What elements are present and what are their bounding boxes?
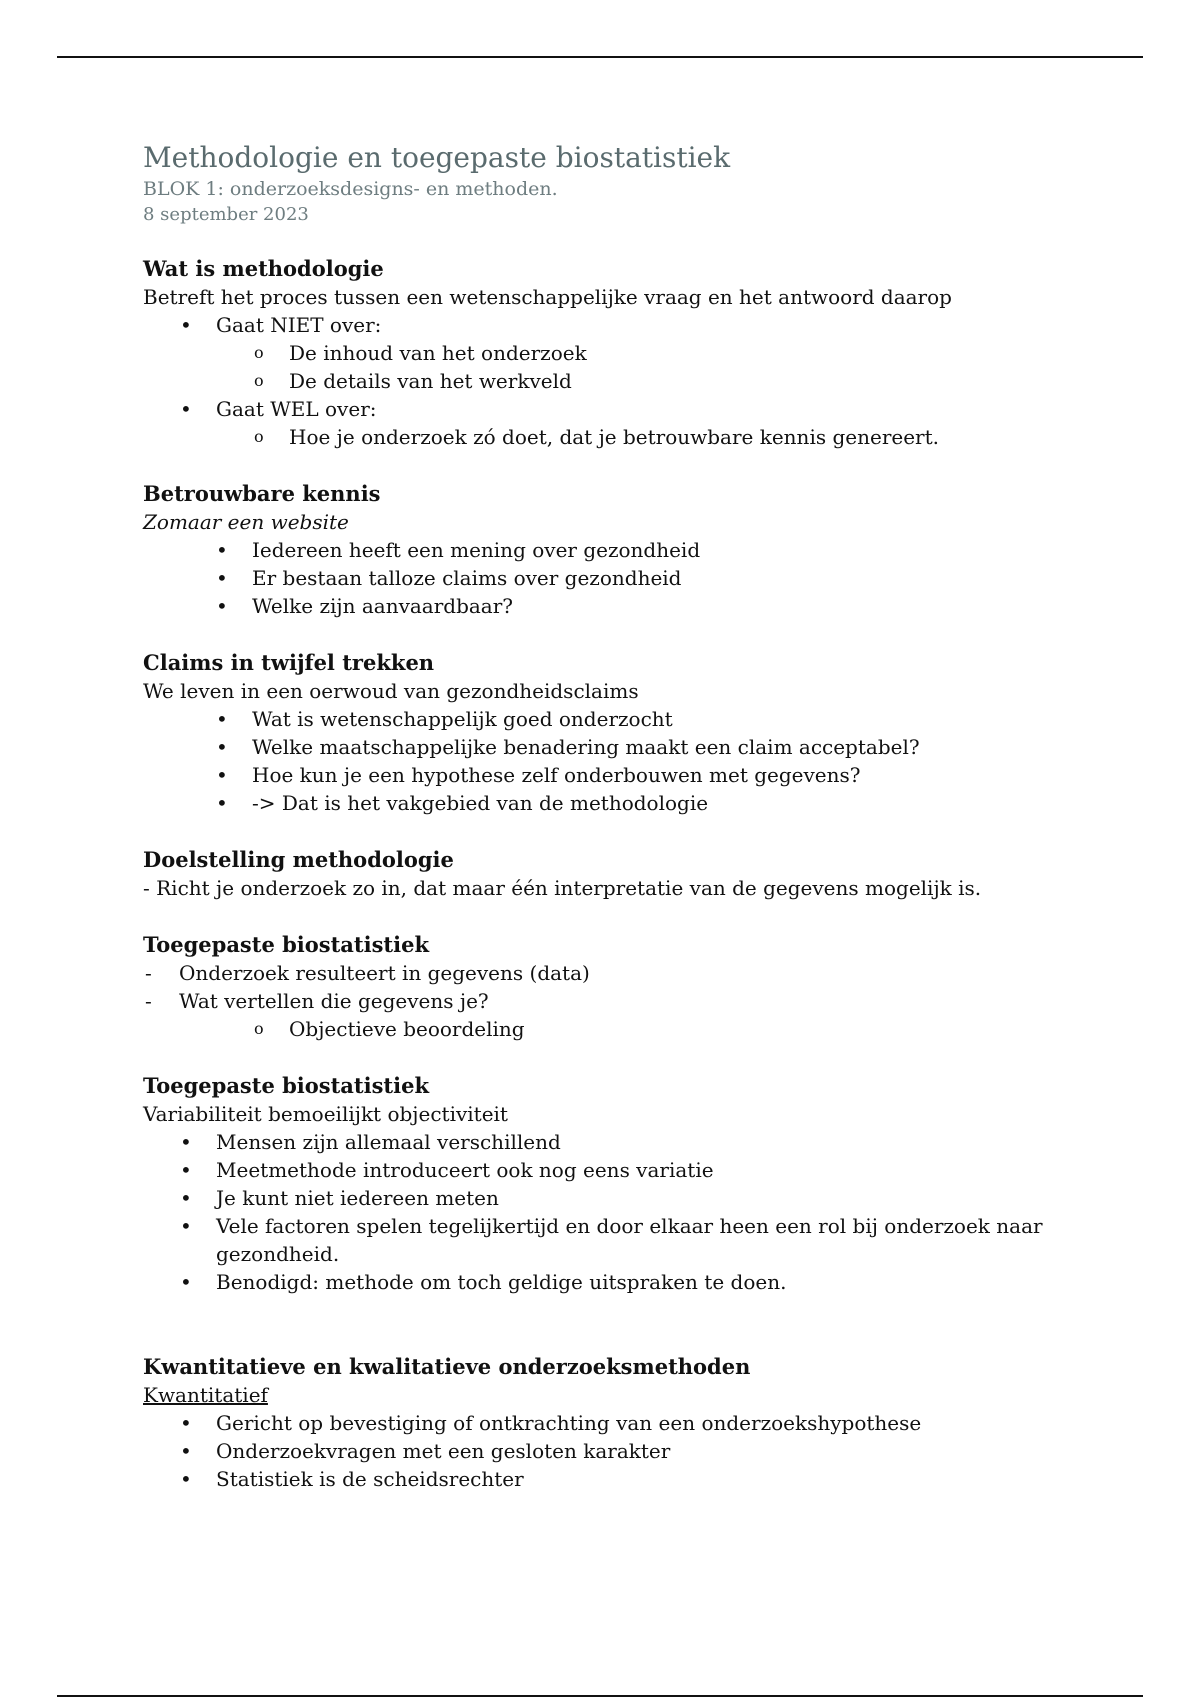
bullet-list xyxy=(143,1409,1103,1493)
section-heading: Doelstelling methodologie xyxy=(143,847,454,872)
list-item: • Mensen zijn allemaal verschillend xyxy=(143,1128,1103,1156)
paragraph: Betreft het proces tussen een wetenschappelijke vraag en het antwoord daarop xyxy=(143,285,952,309)
list-item: • Welke zijn aanvaardbaar? xyxy=(143,592,1103,620)
list-item: • Welke maatschappelijke benadering maakt een claim acceptabel? xyxy=(143,733,1103,761)
list-item: • Wat is wetenschappelijk goed onderzocht xyxy=(143,705,1103,733)
list-item: • Gaat WEL over: xyxy=(143,395,1103,423)
bottom-rule xyxy=(57,1695,1143,1697)
section-onderzoeksmethoden xyxy=(143,1352,1103,1493)
paragraph: Zomaar een website xyxy=(143,510,349,534)
section-heading: Kwantitatieve en kwalitatieve onderzoeksmethoden xyxy=(143,1354,751,1379)
document-date: 8 september 2023 xyxy=(143,204,309,225)
section-doelstelling xyxy=(143,845,1103,902)
list-item: o De details van het werkveld xyxy=(143,367,1103,395)
list-item: o De inhoud van het onderzoek xyxy=(143,339,1103,367)
list-item: • Hoe kun je een hypothese zelf onderbouwen met gegevens? xyxy=(143,761,1103,789)
section-toegepaste-biostatistiek-1 xyxy=(143,930,1103,1043)
list-item: • Meetmethode introduceert ook nog eens variatie xyxy=(143,1156,1103,1184)
paragraph: We leven in een oerwoud van gezondheidsclaims xyxy=(143,679,639,703)
list-item: • -> Dat is het vakgebied van de methodologie xyxy=(143,789,1103,817)
bullet-list xyxy=(143,705,1103,817)
list-item: • Je kunt niet iedereen meten xyxy=(143,1184,1103,1212)
list-item: - Onderzoek resulteert in gegevens (data) xyxy=(143,959,1103,987)
dash-list xyxy=(143,959,1103,1043)
list-item: • Onderzoekvragen met een gesloten karakter xyxy=(143,1437,1103,1465)
bullet-list xyxy=(143,536,1103,620)
list-item: • Iedereen heeft een mening over gezondheid xyxy=(143,536,1103,564)
list-item: • Gericht op bevestiging of ontkrachting van een onderzoekshypothese xyxy=(143,1409,1103,1437)
section-heading: Wat is methodologie xyxy=(143,256,384,281)
list-item: • Benodigd: methode om toch geldige uitspraken te doen. xyxy=(143,1268,1103,1296)
bullet-list xyxy=(143,311,1103,451)
list-item: - Wat vertellen die gegevens je? xyxy=(143,987,1103,1015)
document-title: Methodologie en toegepaste biostatistiek xyxy=(143,141,731,174)
paragraph: Variabiliteit bemoeilijkt objectiviteit xyxy=(143,1102,508,1126)
section-toegepaste-biostatistiek-2 xyxy=(143,1071,1103,1296)
subheading: Kwantitatief xyxy=(143,1383,268,1407)
document-subtitle: BLOK 1: onderzoeksdesigns- en methoden. xyxy=(143,178,558,200)
section-heading: Claims in twijfel trekken xyxy=(143,650,435,675)
section-heading: Betrouwbare kennis xyxy=(143,481,381,506)
list-item: o Hoe je onderzoek zó doet, dat je betrouwbare kennis genereert. xyxy=(143,423,1103,451)
section-heading: Toegepaste biostatistiek xyxy=(143,932,430,957)
bullet-list xyxy=(143,1128,1103,1296)
document-body xyxy=(143,140,1103,1521)
list-item: • Statistiek is de scheidsrechter xyxy=(143,1465,1103,1493)
paragraph: - Richt je onderzoek zo in, dat maar één interpretatie van de gegevens mogelijk is. xyxy=(143,876,982,900)
list-item: • Gaat NIET over: xyxy=(143,311,1103,339)
section-wat-is-methodologie xyxy=(143,254,1103,451)
section-claims xyxy=(143,648,1103,817)
list-item: • Er bestaan talloze claims over gezondheid xyxy=(143,564,1103,592)
section-heading: Toegepaste biostatistiek xyxy=(143,1073,430,1098)
top-rule xyxy=(57,56,1143,58)
section-betrouwbare-kennis xyxy=(143,479,1103,620)
list-item: o Objectieve beoordeling xyxy=(143,1015,1103,1043)
list-item: • Vele factoren spelen tegelijkertijd en door elkaar heen een rol bij onderzoek naar gezondheid. xyxy=(143,1212,1103,1268)
